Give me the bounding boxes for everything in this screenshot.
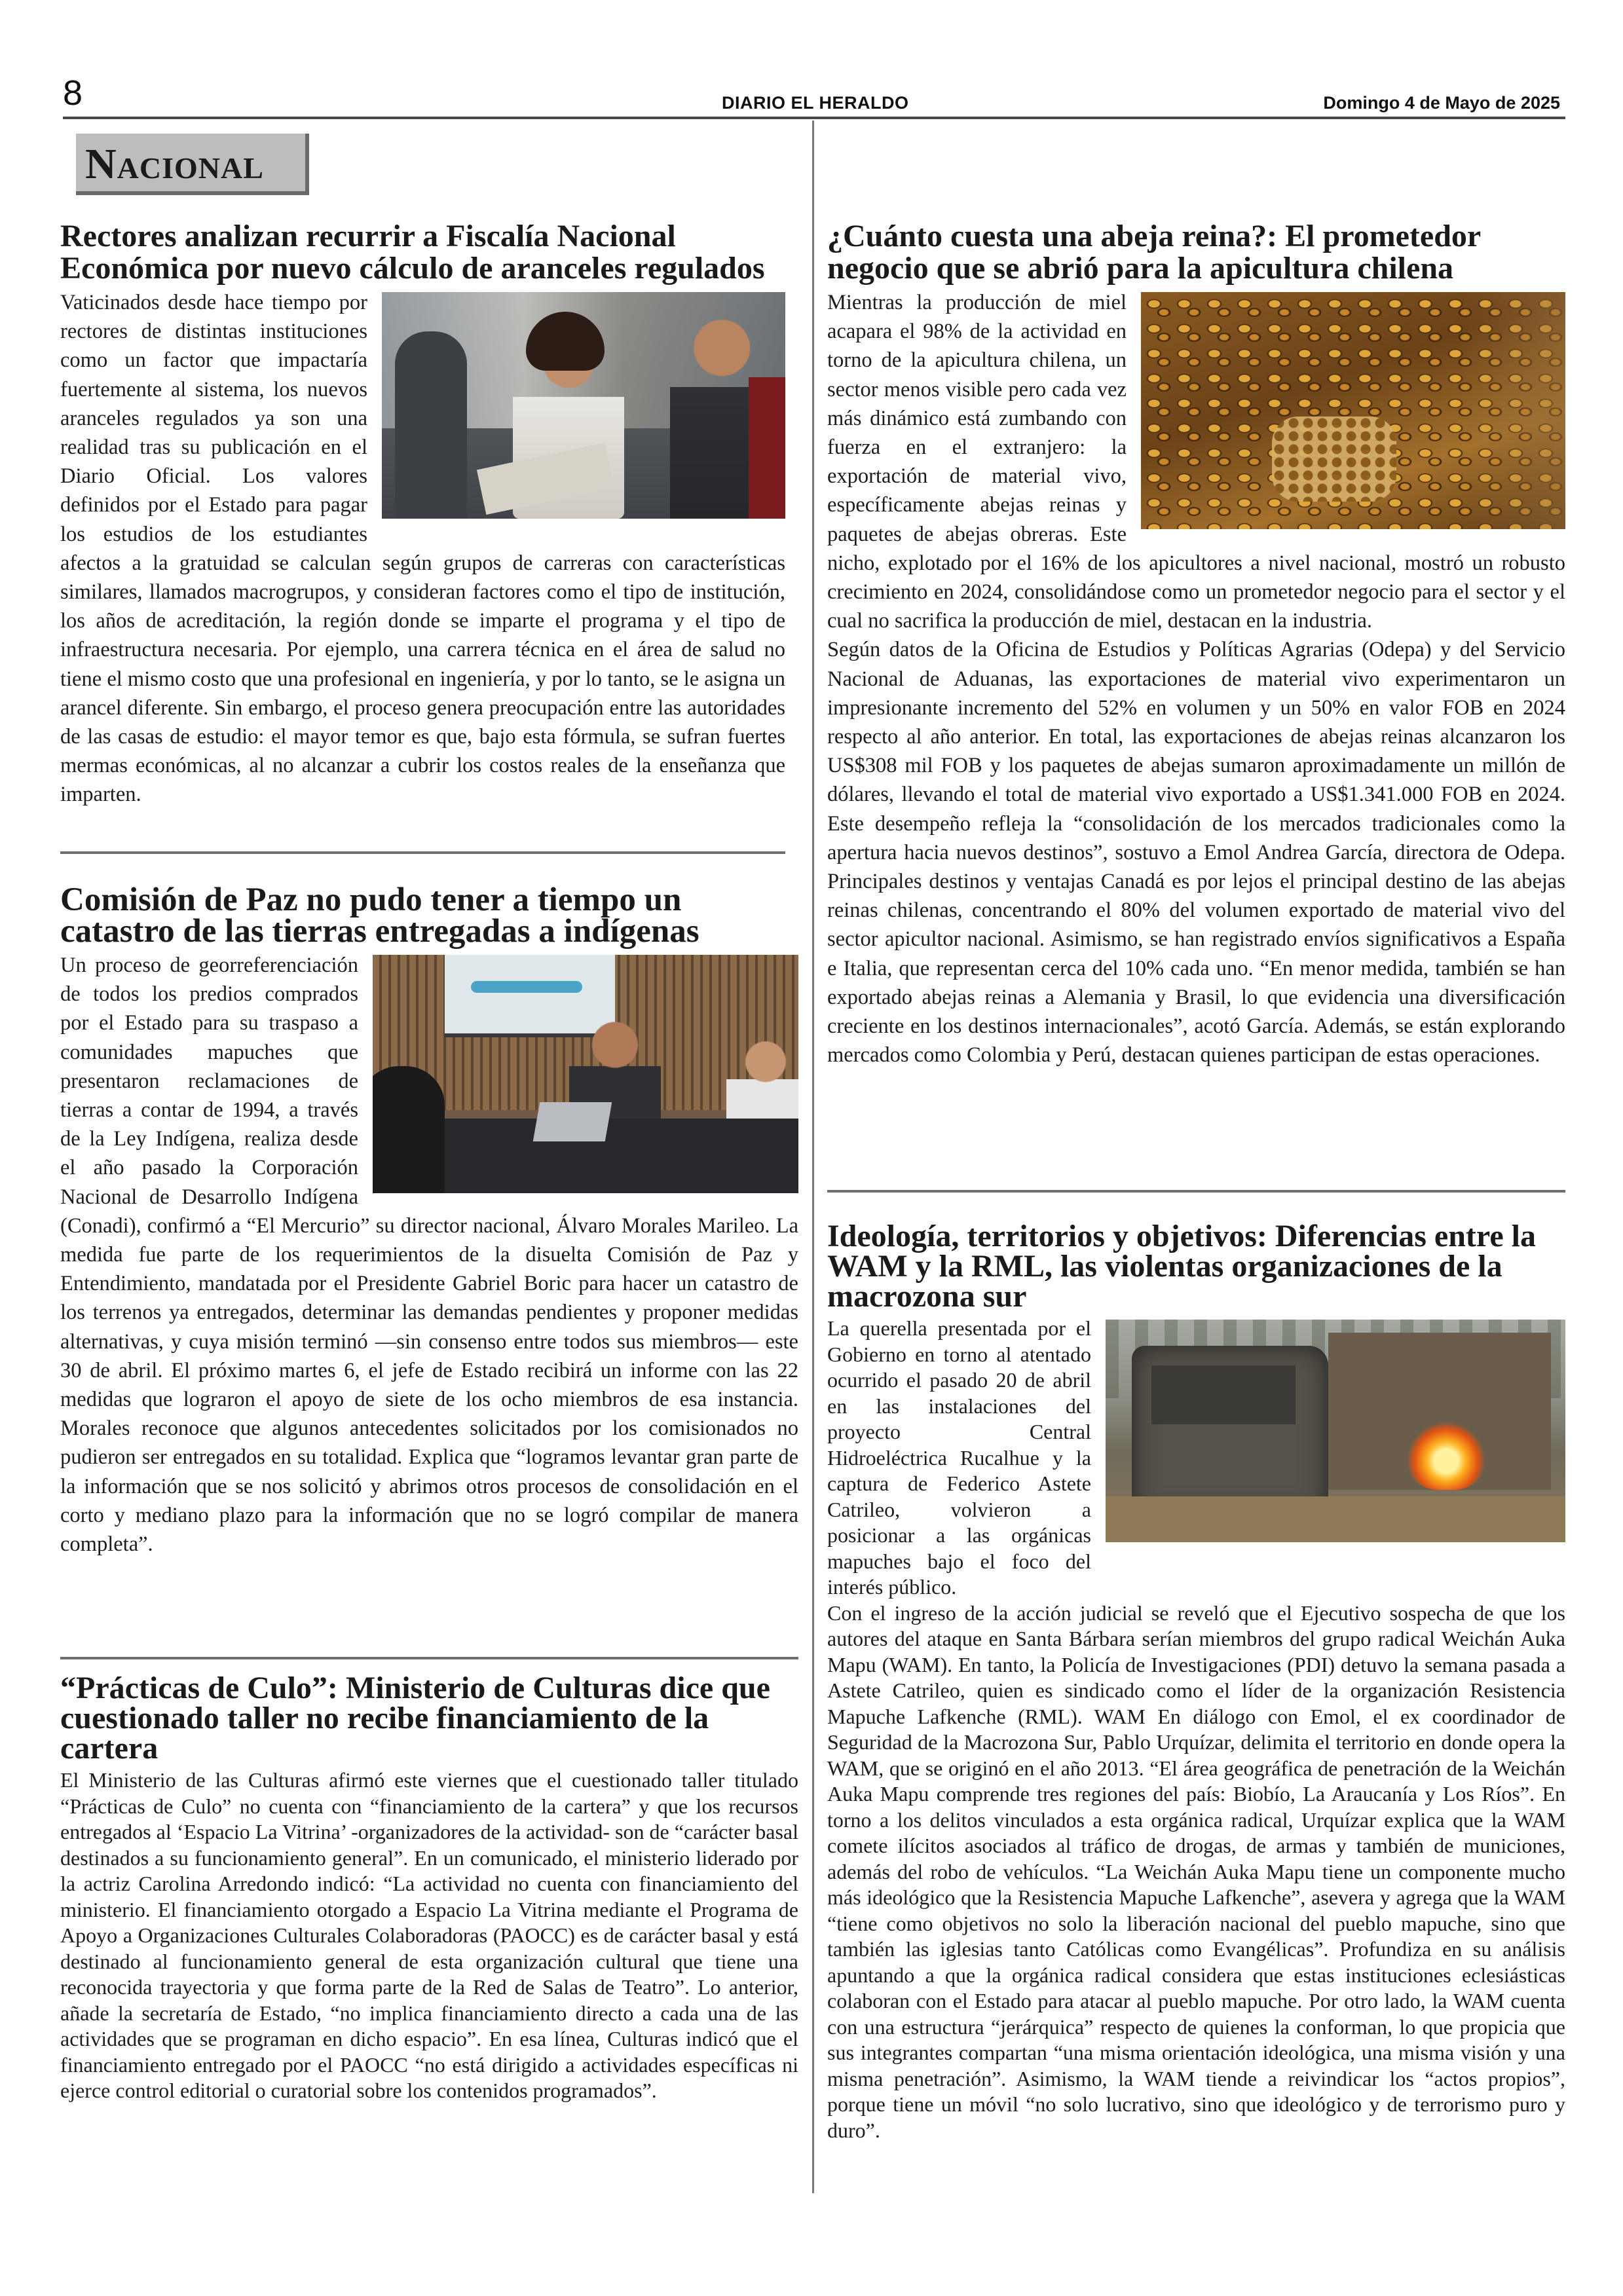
article-separator	[60, 1657, 798, 1659]
article-body: La querella presentada por el Gobierno en torno al atentado ocurrido el pasado 20 de abril en las instalaciones del proyecto Central Hidroeléctrica Rucalhue y la captura de Federico Astete Catrileo, volvieron a posicionar a las orgánicas mapuches bajo el foco del interés público.	[827, 1316, 1091, 1599]
article-headline: Rectores analizan recurrir a Fiscalía Nacional Económica por nuevo cálculo de aranceles regulados	[60, 219, 765, 286]
article-headline: Ideología, territorios y objetivos: Diferencias entre la WAM y la RML, las violentas organizaciones de la macrozona sur	[827, 1219, 1536, 1314]
column-divider	[812, 120, 814, 2193]
article-separator	[827, 1190, 1565, 1193]
article-body-continued: Según datos de la Oficina de Estudios y Políticas Agrarias (Odepa) y del Servicio Nacional de Aduanas, las exportaciones de material vivo experimentaron un impresionante incremento del 52% en volumen y un 50% en valor FOB en 2024 respecto al año anterior. En total, las exportaciones de abejas reinas alcanzaron los US$308 mil FOB y los paquetes de abejas sumaron aproximadamente un millón de dólares, llevando el total de material vivo exportado a US$1.341.000 FOB en 2024. Este desempeño refleja la “consolidación de los mercados tradicionales como la apertura hacia nuevos destinos”, sostuvo a Emol Andrea García, directora de Odepa. Principales destinos y ventajas Canadá es por lejos el principal destino de las abejas reinas chilenas, concentrando el 80% del volumen exportado de material vivo del sector apicultor nacional. Asimismo, se han registrado envíos significativos a España e Italia, que representan cerca del 10% cada uno. “En menor medida, también se han exportado abejas reinas a Alemania y Brasil, lo que evidencia una diversificación creciente en los destinos internacionales”, acotó García. Además, se están explorando mercados como Colombia y Perú, destacan quienes participan de estas operaciones.	[827, 638, 1565, 1067]
article-headline: ¿Cuánto cuesta una abeja reina?: El prometedor negocio que se abrió para la apicultura chilena	[827, 219, 1481, 286]
article-abeja-reina	[827, 220, 1565, 1069]
article-comision-paz	[60, 881, 798, 1559]
bees-photo	[1141, 292, 1565, 529]
article-wam-rml	[827, 1221, 1565, 2143]
article-body-continued: Con el ingreso de la acción judicial se reveló que el Ejecutivo sospecha de que los autores del ataque en Santa Bárbara serían miembros del grupo radical Weichán Auka Mapu (WAM). En tanto, la Policía de Investigaciones (PDI) detuvo la semana pasada a Astete Catrileo, quien es sindicado como el líder de la organización Resistencia Mapuche Lafkenche (RML). WAM En diálogo con Emol, el ex coordinador de Seguridad de la Macrozona Sur, Pablo Urquízar, delimita el territorio en donde opera la WAM, que se originó en el año 2013. “El área geográfica de penetración de la Weichán Auka Mapu comprende tres regiones del país: Biobío, La Araucanía y Los Ríos”. En torno a los delitos vinculados a esta orgánica radical, Urquízar explica que la WAM comete ilícitos asociados al tráfico de drogas, de armas y también de municiones, además del robo de vehículos. “La Weichán Auka Mapu tiene un componente mucho más ideológico que la Resistencia Mapuche Lafkenche”, asevera y agrega que la WAM “tiene como objetivos no solo la liberación nacional del pueblo mapuche, sino que también las iglesias tanto Católicas como Evangélicas”. Profundiza en su análisis apuntando a que la orgánica radical considera que estas instituciones eclesiásticas colaboran con el Estado para atacar al pueblo mapuche. Por otro lado, la WAM cuenta con una estructura “jerárquica” respecto de quienes la conforman, lo que propicia que sus integrantes compartan “una misma orientación ideológica, una misma visión y una misma penetración”. Asimismo, la WAM tiende a reivindicar los “actos propios”, porque tiene un móvil “no solo lucrativo, sino que ideológico y de terrorismo puro y duro”.	[827, 1601, 1565, 2142]
section-label-text: Nacional	[85, 140, 264, 188]
section-label	[76, 134, 309, 195]
article-separator	[60, 851, 785, 854]
article-body: Un proceso de georreferenciación de todos los predios comprados por el Estado para su traspaso a comunidades mapuches que presentaron reclamaciones de tierras a contar de 1994, a través de la Ley Indígena, realiza desde el año pasado la Corporación Nacional de Desarrollo Indígena (Conadi), confirmó a “El Mercurio” su director nacional, Álvaro Morales Marileo. La medida fue parte de los requerimientos de la disuelta Comisión de Paz y Entendimiento, mandatada por el Presidente Gabriel Boric para hacer un catastro de los terrenos ya entregados, determinar las demandas pendientes y proponer medidas alternativas, y cuya misión terminó —sin consenso entre todos sus miembros— este 30 de abril. El próximo martes 6, el jefe de Estado recibirá un informe con las 22 medidas que lograron el apoyo de siete de los ocho miembros de esa instancia. Morales reconoce que algunos antecedentes solicitados por los comisionados no pudieron ser entregados en su totalidad. Explica que “logramos levantar gran parte de la información que se nos solicitó y abrimos otros procesos de consolidación en el corto y mediano plazo para la información que no se logró compilar de manera completa”.	[60, 954, 798, 1557]
page-number: 8	[63, 73, 83, 113]
students-photo	[382, 292, 785, 519]
issue-date: Domingo 4 de Mayo de 2025	[1323, 93, 1560, 113]
header-rule	[63, 117, 1565, 119]
article-aranceles	[60, 220, 785, 809]
meeting-photo	[373, 955, 798, 1193]
article-body: Vaticinados desde hace tiempo por rectores de distintas instituciones como un factor que impactaría fuertemente al sistema, los nuevos aranceles regulados ya son una realidad tras su publicación en el Diario Oficial. Los valores definidos por el Estado para pagar los estudios de los estudiantes afectos a la gratuidad se calculan según grupos de carreras con características similares, llamados macrogrupos, y consideran factores como el tipo de institución, los años de acreditación, la región donde se imparte el programa y el tipo de infraestructura necesaria. Por ejemplo, una carrera técnica en el área de salud no tiene el mismo costo que una profesional en ingeniería, y por lo tanto, se le asigna un arancel diferente. Sin embargo, el proceso genera preocupación entre las autoridades de las casas de estudio: el mayor temor es que, bajo esta fórmula, se sufran fuertes mermas económicas, al no alcanzar a cubrir los costos reales de la enseñanza que imparten.	[60, 291, 785, 807]
article-practicas	[60, 1673, 798, 2104]
burned-truck-photo	[1106, 1320, 1565, 1542]
article-body: Mientras la producción de miel acapara el 98% de la actividad en torno de la apicultura chilena, un sector menos visible pero cada vez más dinámico está zumbando con fuerza en el extranjero: la exportación de material vivo, específicamente abejas reinas y paquetes de abejas obreras. Este nicho, explotado por el 16% de los apicultores a nivel nacional, mostró un robusto crecimiento en 2024, consolidándose como un prometedor negocio para el sector y el cual no sacrifica la producción de miel, destacan en la industria.	[827, 291, 1565, 633]
newspaper-name: DIARIO EL HERALDO	[722, 93, 909, 113]
article-headline: Comisión de Paz no pudo tener a tiempo un catastro de las tierras entregadas a indígenas	[60, 881, 700, 950]
article-headline: “Prácticas de Culo”: Ministerio de Culturas dice que cuestionado taller no recibe financiamiento de la cartera	[60, 1671, 770, 1766]
article-body: El Ministerio de las Culturas afirmó este viernes que el cuestionado taller titulado “Prácticas de Culo” no cuenta con “financiamiento de la cartera” y que los recursos entregados al ‘Espacio La Vitrina’ -organizadores de la actividad- son de “carácter basal destinados a su funcionamiento general”. En un comunicado, el ministerio liderado por la actriz Carolina Arredondo indicó: “La actividad no cuenta con financiamiento del ministerio. El financiamiento otorgado a Espacio La Vitrina mediante el Programa de Apoyo a Organizaciones Culturales Colaboradoras (PAOCC) es de carácter basal y está destinado al funcionamiento general de esta organización cultural que tiene una reconocida trayectoria y que forma parte de la Red de Salas de Teatro”. Lo anterior, añade la secretaría de Estado, “no implica financiamiento directo a cada una de las actividades que se programan en dicho espacio”. En esa línea, Culturas indicó que el financiamiento entregado por el PAOCC “no está dirigido a actividades específicas ni ejerce control editorial o curatorial sobre los contenidos programados”.	[60, 1768, 798, 2102]
